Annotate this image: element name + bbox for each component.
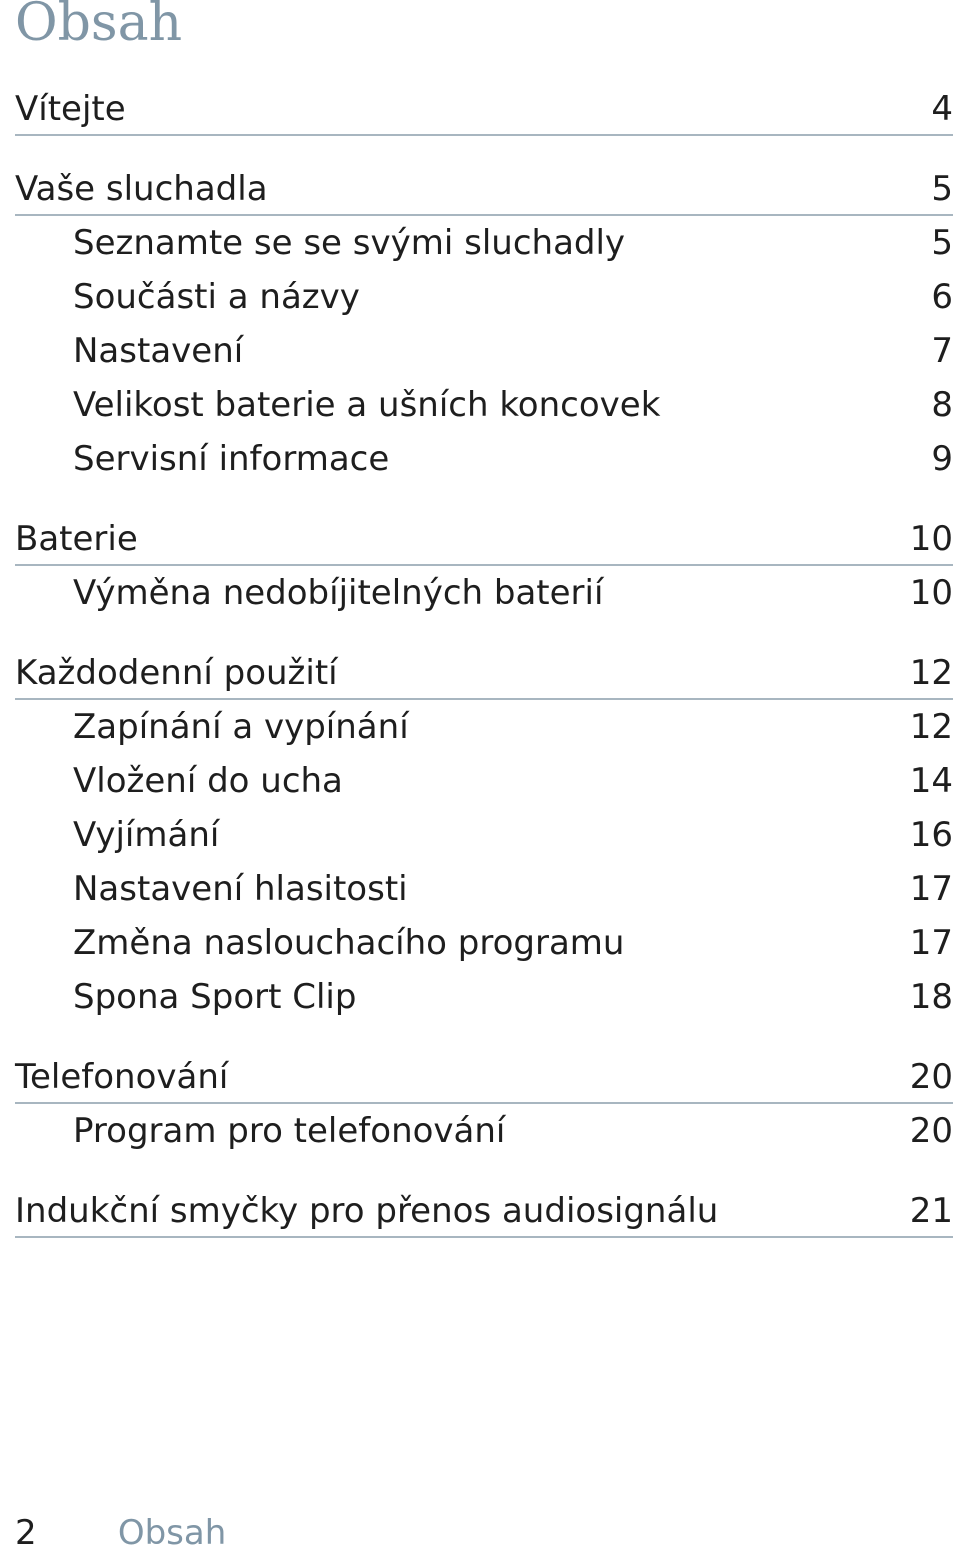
toc-entry-main[interactable] — [15, 1184, 953, 1238]
toc-entry-page: 17 — [909, 923, 953, 963]
toc-section-indukcni-smycky — [15, 1184, 953, 1238]
toc-entry-page: 5 — [931, 169, 953, 209]
toc-section-vase-sluchadla — [15, 162, 953, 486]
toc-entry-main[interactable] — [15, 646, 953, 700]
toc-entry-title: Vaše sluchadla — [15, 169, 268, 209]
toc-entry-title: Telefonování — [15, 1057, 229, 1097]
toc-entry-page: 12 — [909, 653, 953, 693]
toc-entry-page: 7 — [931, 331, 953, 371]
toc-section-telefonovani — [15, 1050, 953, 1158]
toc-entry-title: Baterie — [15, 519, 138, 559]
toc-entry-sub[interactable] — [15, 270, 953, 324]
toc-entry-main[interactable] — [15, 162, 953, 216]
toc-entry-sub[interactable] — [15, 432, 953, 486]
toc-section-kazdodenni-pouziti — [15, 646, 953, 1024]
toc-entry-page: 4 — [931, 89, 953, 129]
toc-entry-title: Seznamte se se svými sluchadly — [73, 223, 626, 263]
toc-entry-page: 18 — [909, 977, 953, 1017]
toc-entry-title: Velikost baterie a ušních koncovek — [73, 385, 661, 425]
toc-entry-title: Vyjímání — [73, 815, 220, 855]
toc-entry-sub[interactable] — [15, 566, 953, 620]
toc-entry-title: Výměna nedobíjitelných baterií — [73, 573, 604, 613]
toc-entry-page: 5 — [931, 223, 953, 263]
toc-section-vitejte — [15, 82, 953, 136]
toc-entry-title: Vítejte — [15, 89, 126, 129]
toc-entry-title: Spona Sport Clip — [73, 977, 357, 1017]
toc-entry-title: Součásti a názvy — [73, 277, 360, 317]
toc-entry-sub[interactable] — [15, 324, 953, 378]
toc-entry-title: Servisní informace — [73, 439, 390, 479]
toc-entry-page: 17 — [909, 869, 953, 909]
toc-section-baterie — [15, 512, 953, 620]
toc-entry-sub[interactable] — [15, 862, 953, 916]
footer-page-number: 2 — [15, 1513, 37, 1553]
toc-entry-title: Každodenní použití — [15, 653, 338, 693]
toc-entry-page: 20 — [909, 1111, 953, 1151]
toc-entry-title: Změna naslouchacího programu — [73, 923, 625, 963]
toc-entry-title: Vložení do ucha — [73, 761, 343, 801]
toc-entry-sub[interactable] — [15, 216, 953, 270]
toc-entry-page: 9 — [931, 439, 953, 479]
toc-entry-page: 14 — [909, 761, 953, 801]
page-footer — [15, 1508, 226, 1558]
toc-entry-title: Indukční smyčky pro přenos audiosignálu — [15, 1191, 719, 1231]
toc-entry-page: 16 — [909, 815, 953, 855]
toc-entry-main[interactable] — [15, 1050, 953, 1104]
toc-entry-main[interactable] — [15, 82, 953, 136]
toc-entry-sub[interactable] — [15, 754, 953, 808]
toc-entry-title: Zapínání a vypínání — [73, 707, 409, 747]
toc-entry-page: 21 — [909, 1191, 953, 1231]
toc-entry-sub[interactable] — [15, 700, 953, 754]
toc-entry-page: 10 — [909, 519, 953, 559]
toc-entry-main[interactable] — [15, 512, 953, 566]
toc-entry-page: 10 — [909, 573, 953, 613]
toc-entry-title: Nastavení — [73, 331, 244, 371]
toc-entry-page: 20 — [909, 1057, 953, 1097]
footer-section-label: Obsah — [117, 1513, 227, 1553]
page-title: Obsah — [15, 0, 183, 53]
toc-entry-page: 6 — [931, 277, 953, 317]
toc-entry-title: Nastavení hlasitosti — [73, 869, 408, 909]
toc-entry-sub[interactable] — [15, 808, 953, 862]
toc-entry-sub[interactable] — [15, 916, 953, 970]
table-of-contents — [15, 82, 953, 1238]
toc-entry-title: Program pro telefonování — [73, 1111, 506, 1151]
toc-entry-sub[interactable] — [15, 970, 953, 1024]
toc-entry-sub[interactable] — [15, 378, 953, 432]
toc-entry-sub[interactable] — [15, 1104, 953, 1158]
toc-entry-page: 12 — [909, 707, 953, 747]
toc-entry-page: 8 — [931, 385, 953, 425]
